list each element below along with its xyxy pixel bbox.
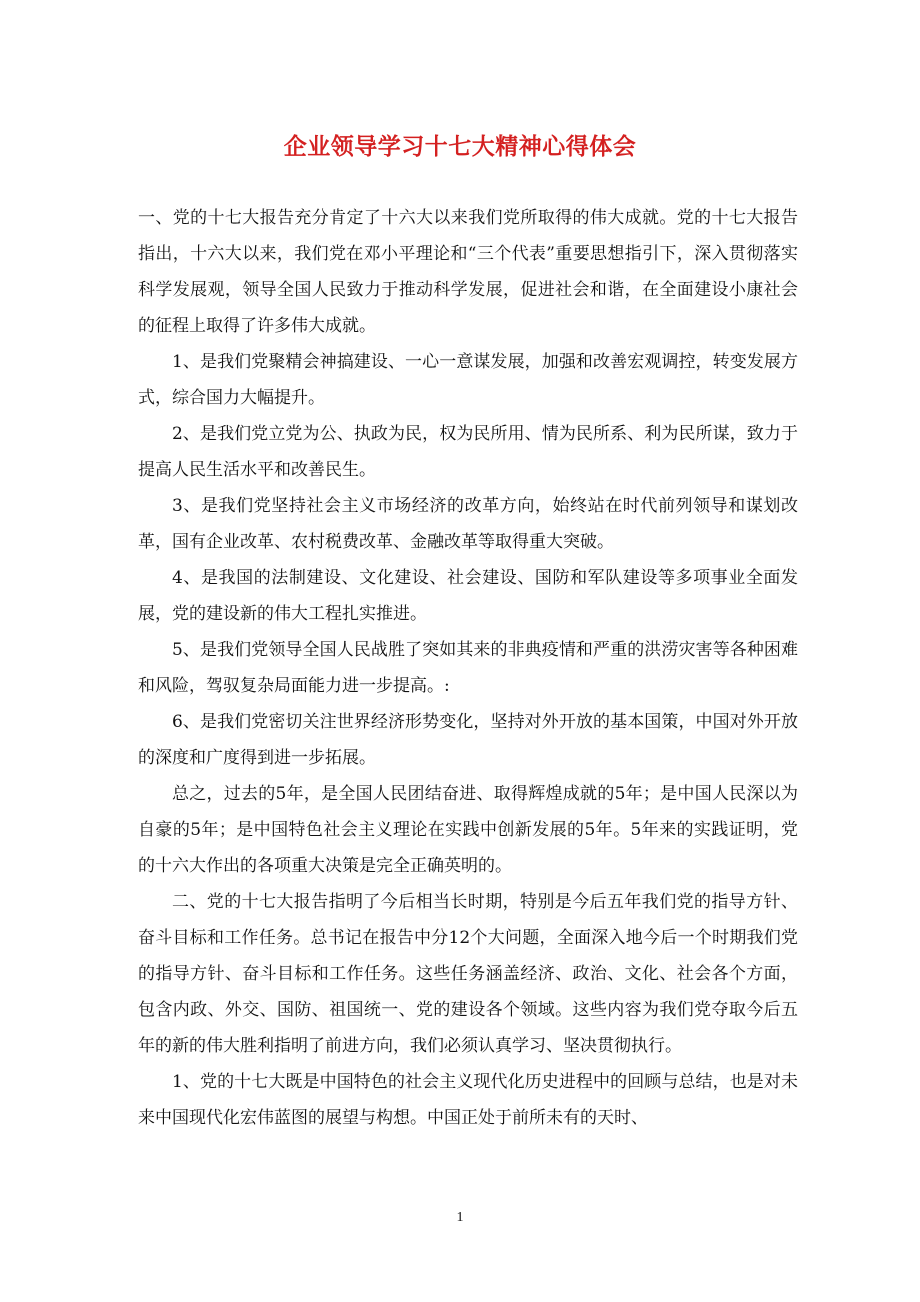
paragraph-6: 5、是我们党领导全国人民战胜了突如其来的非典疫情和严重的洪涝灾害等各种困难和风险，驾驭复杂局面能力进一步提高。: [138,640,798,696]
paragraph-9: 二、党的十七大报告指明了今后相当长时期，特别是今后五年我们党的指导方针、奋斗目标和工作任务。总书记在报告中分12个大问题，全面深入地今后一个时期我们党的指导方针、奋斗目标和工作任务。这些任务涵盖经济、政治、文化、社会各个方面，包含内政、外交、国防、祖国统一、党的建设各个领域。这些内容为我们党夺取今后五年的新的伟大胜利指明了前进方向，我们必须认真学习、坚决贯彻执行。 [138,892,798,1056]
paragraph-1: 一、党的十七大报告充分肯定了十六大以来我们党所取得的伟大成就。党的十七大报告指出，十六大以来，我们党在邓小平理论和“三个代表”重要思想指引下，深入贯彻落实科学发展观，领导全国人民致力于推动科学发展，促进社会和谐，在全面建设小康社会的征程上取得了许多伟大成就。 [138,208,798,336]
page-number: 1 [456,1210,464,1225]
paragraph-10: 1、党的十七大既是中国特色的社会主义现代化历史进程中的回顾与总结，也是对未来中国现代化宏伟蓝图的展望与构想。中国正处于前所未有的天时、 [138,1072,798,1128]
paragraph-7: 6、是我们党密切关注世界经济形势变化，坚持对外开放的基本国策，中国对外开放的深度和广度得到进一步拓展。 [138,712,798,768]
paragraph-4: 3、是我们党坚持社会主义市场经济的改革方向，始终站在时代前列领导和谋划改革，国有企业改革、农村税费改革、金融改革等取得重大突破。 [138,496,798,552]
document-body [138,200,798,1136]
paragraph-2: 1、是我们党聚精会神搞建设、一心一意谋发展，加强和改善宏观调控，转变发展方式，综合国力大幅提升。 [138,352,798,408]
document-title: 企业领导学习十七大精神心得体会 [283,133,637,160]
paragraph-8: 总之，过去的5年，是全国人民团结奋进、取得辉煌成就的5年；是中国人民深以为自豪的5年；是中国特色社会主义理论在实践中创新发展的5年。5年来的实践证明，党的十六大作出的各项重大决策是完全正确英明的。 [138,784,798,876]
paragraph-5: 4、是我国的法制建设、文化建设、社会建设、国防和军队建设等多项事业全面发展，党的建设新的伟大工程扎实推进。 [138,568,798,624]
paragraph-3: 2、是我们党立党为公、执政为民，权为民所用、情为民所系、利为民所谋，致力于提高人民生活水平和改善民生。 [138,424,798,480]
